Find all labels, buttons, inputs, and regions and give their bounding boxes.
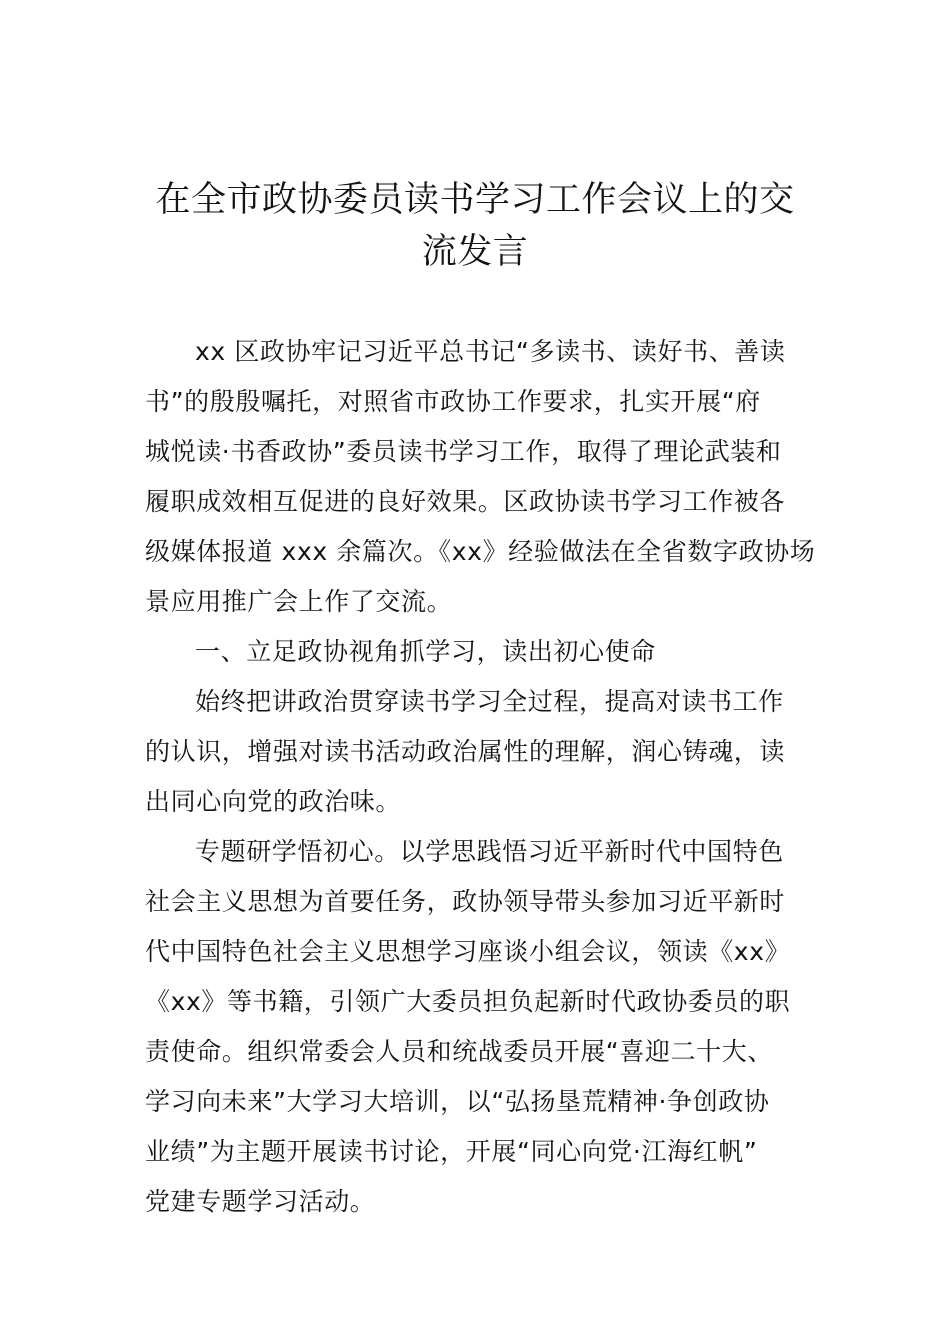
intro-line-5: 级媒体报道 xxx 余篇次。《xx》经验做法在全省数字政协场 [145, 537, 816, 566]
p3-line-1: 专题研学悟初心。以学思践悟习近平新时代中国特色 [195, 837, 784, 866]
document-body [145, 327, 816, 1227]
intro-line-3: 城悦读·书香政协”委员读书学习工作，取得了理论武装和 [145, 437, 782, 466]
p3-line-4: 《xx》等书籍，引领广大委员担负起新时代政协委员的职 [145, 987, 791, 1016]
section-heading-1: 一、立足政协视角抓学习，读出初心使命 [195, 637, 656, 666]
intro-paragraph [145, 327, 816, 627]
p3-line-3: 代中国特色社会主义思想学习座谈小组会议，领读《xx》 [145, 937, 791, 966]
p3-line-5: 责使命。组织常委会人员和统战委员开展“喜迎二十大、 [145, 1037, 773, 1066]
p3-line-7: 业绩”为主题开展读书讨论，开展“同心向党·江海红帆” [145, 1137, 758, 1166]
intro-line-6: 景应用推广会上作了交流。 [145, 587, 453, 616]
p2-line-3: 出同心向党的政治味。 [145, 787, 402, 816]
paragraph-2 [145, 677, 810, 827]
paragraph-3 [145, 827, 810, 1227]
document-title [140, 174, 810, 278]
intro-line-4: 履职成效相互促进的良好效果。区政协读书学习工作被各 [145, 487, 786, 516]
title-line-1: 在全市政协委员读书学习工作会议上的交 [155, 180, 795, 220]
intro-line-1: xx 区政协牢记习近平总书记“多读书、读好书、善读 [195, 337, 786, 366]
title-line-2: 流发言 [421, 232, 529, 272]
p3-line-6: 学习向未来”大学习大培训，以“弘扬垦荒精神·争创政协 [145, 1087, 770, 1116]
p3-line-8: 党建专题学习活动。 [145, 1187, 376, 1216]
p2-line-1: 始终把讲政治贯穿读书学习全过程，提高对读书工作 [195, 687, 784, 716]
intro-line-2: 书”的殷殷嘱托，对照省市政协工作要求，扎实开展“府 [145, 387, 761, 416]
p2-line-2: 的认识，增强对读书活动政治属性的理解，润心铸魂，读 [145, 737, 786, 766]
p3-line-2: 社会主义思想为首要任务，政协领导带头参加习近平新时 [145, 887, 786, 916]
